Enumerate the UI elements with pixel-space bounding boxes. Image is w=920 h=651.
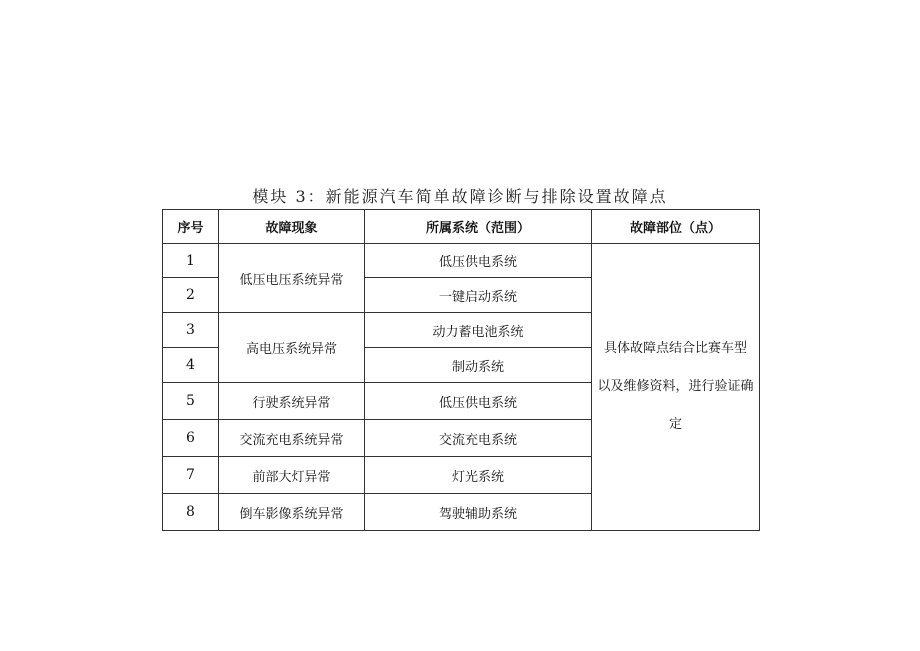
row-system: 低压供电系统 — [365, 244, 592, 278]
fault-location-line: 以及维修资料，进行验证确 — [597, 379, 754, 394]
row-number: 1 — [163, 244, 219, 278]
fault-location-line: 定 — [668, 417, 682, 432]
row-phenomenon: 行驶系统异常 — [219, 383, 365, 420]
page-title: 模块 3：新能源汽车简单故障诊断与排除设置故障点 — [252, 187, 668, 206]
row-number: 3 — [163, 313, 219, 348]
row-number: 2 — [163, 278, 219, 313]
row-phenomenon: 倒车影像系统异常 — [219, 494, 365, 531]
row-number: 7 — [163, 457, 219, 494]
table-header-row — [163, 210, 760, 244]
row-system: 动力蓄电池系统 — [365, 313, 592, 348]
table-row — [163, 244, 760, 278]
header-fault-location: 故障部位（点） — [592, 210, 760, 244]
row-phenomenon: 高电压系统异常 — [219, 313, 365, 383]
row-system: 灯光系统 — [365, 457, 592, 494]
row-system: 低压供电系统 — [365, 383, 592, 420]
row-system: 一键启动系统 — [365, 278, 592, 313]
row-phenomenon: 交流充电系统异常 — [219, 420, 365, 457]
row-phenomenon: 低压电压系统异常 — [219, 244, 365, 313]
fault-location-line: 具体故障点结合比赛车型 — [603, 341, 747, 356]
row-number: 4 — [163, 348, 219, 383]
row-phenomenon: 前部大灯异常 — [219, 457, 365, 494]
row-system: 制动系统 — [365, 348, 592, 383]
row-system: 驾驶辅助系统 — [365, 494, 592, 531]
row-number: 6 — [163, 420, 219, 457]
fault-location-note — [592, 244, 760, 531]
header-system: 所属系统（范围） — [365, 210, 592, 244]
header-number: 序号 — [163, 210, 219, 244]
row-number: 8 — [163, 494, 219, 531]
row-number: 5 — [163, 383, 219, 420]
fault-table — [162, 209, 760, 531]
header-phenomenon: 故障现象 — [219, 210, 365, 244]
row-system: 交流充电系统 — [365, 420, 592, 457]
